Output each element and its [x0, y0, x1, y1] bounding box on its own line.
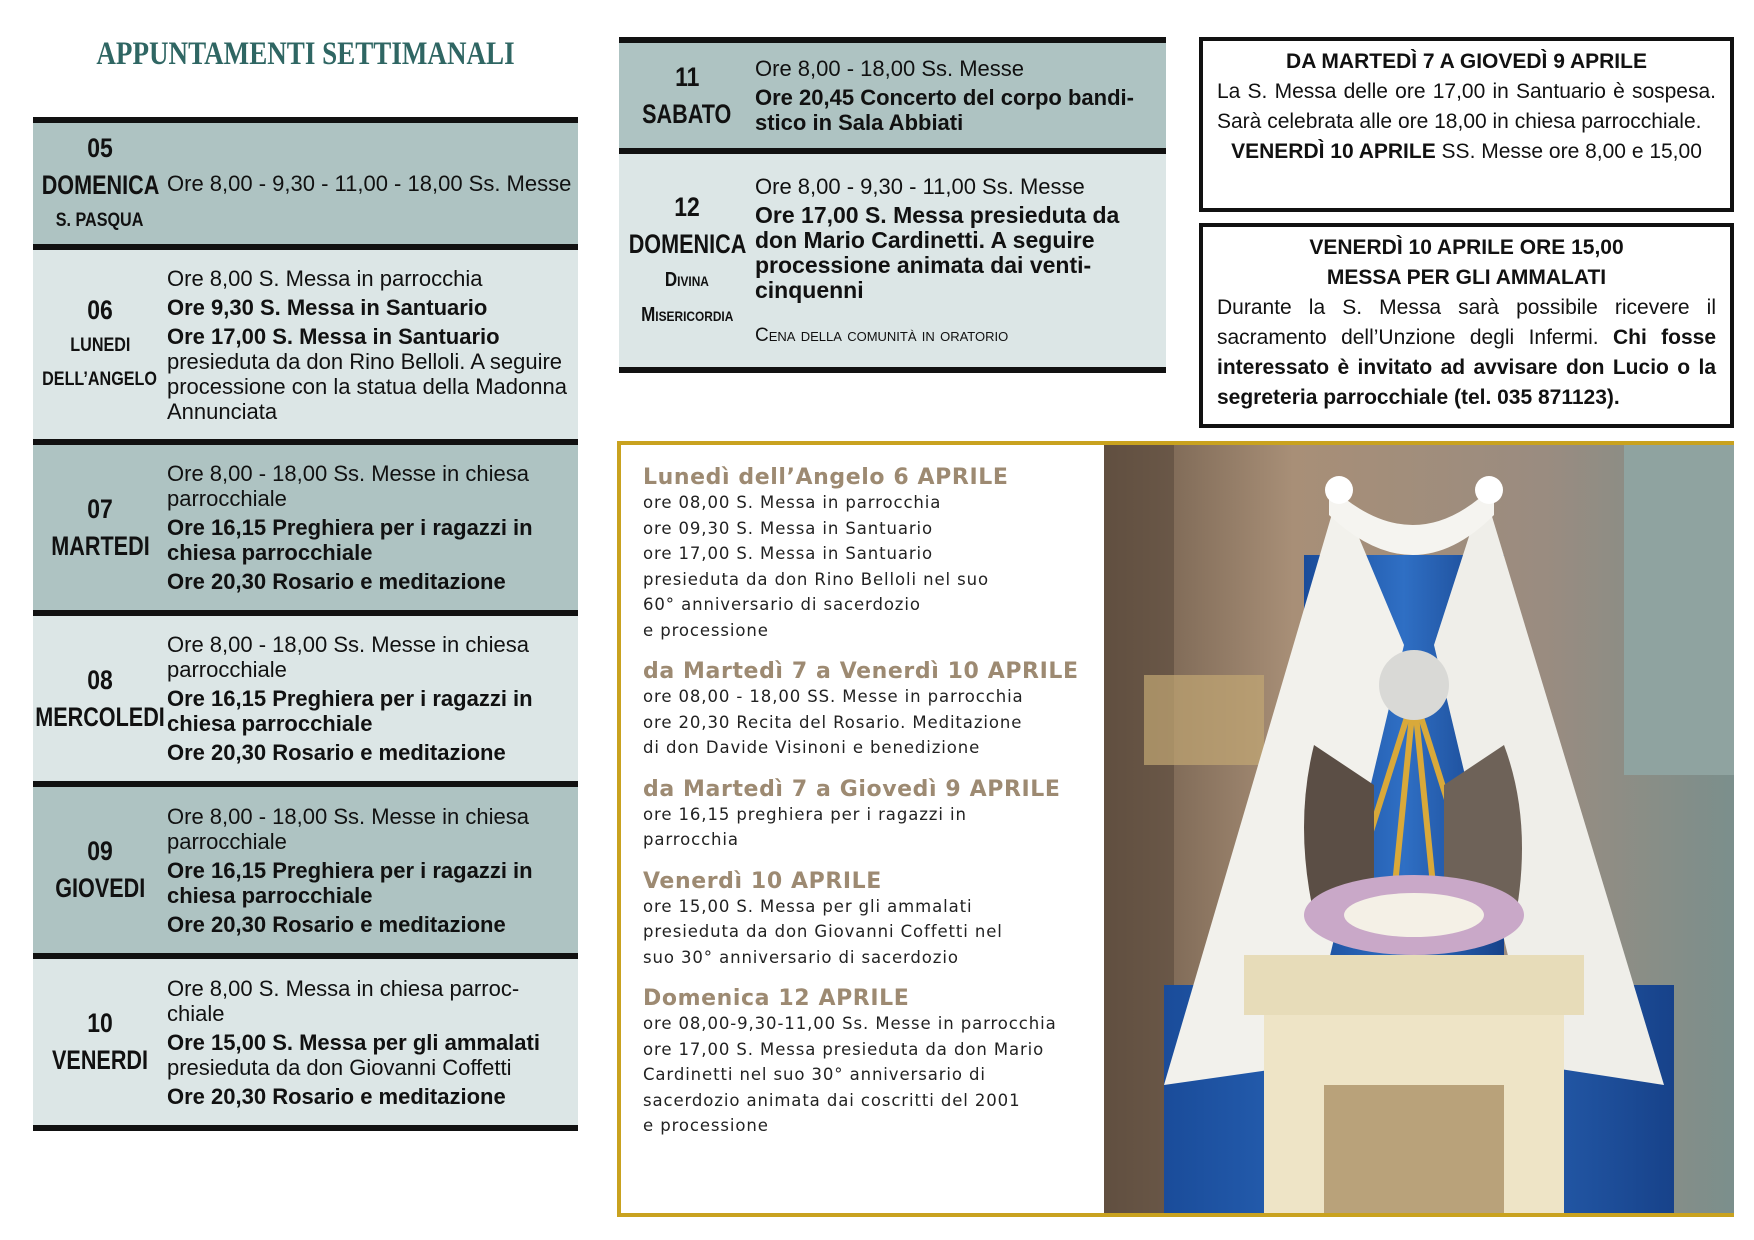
schedule-line-rest: presieduta da don Giovanni Coffetti: [167, 1054, 512, 1080]
schedule-line-text: Ore 20,30 Rosario e meditazione: [167, 911, 506, 937]
program-line: suo 30° anniversario di sacerdozio: [643, 947, 959, 967]
program-line: ore 17,00 S. Messa presieduta da don Mario: [643, 1039, 1045, 1059]
day-label: [619, 192, 755, 330]
schedule-line-text: Ore 8,00 - 18,00 Ss. Messe: [755, 56, 1025, 81]
day-number: 11: [674, 61, 700, 92]
program-line: ore 08,00 - 18,00 SS. Messe in parrocchia: [643, 687, 1024, 706]
schedule-line-text: Ore 20,30 Rosario e meditazione: [167, 740, 506, 765]
schedule-line-text: Ore 20,45 Concerto del corpo bandi-stico in Sala Abbiati: [755, 85, 1134, 135]
weekend-schedule-table: [619, 37, 1166, 373]
day-name: DOMENICA: [41, 169, 159, 200]
day-row: [33, 959, 578, 1131]
schedule-line-text: Ore 8,00 - 9,30 - 11,00 - 18,00 Ss. Messe: [167, 171, 572, 196]
schedule-line-text: Ore 20,30 Rosario e meditazione: [167, 1083, 506, 1109]
annunciation-statue-photo: [1104, 445, 1734, 1213]
schedule-line: [167, 686, 574, 736]
day-label: [33, 494, 167, 562]
schedule-line: [167, 461, 574, 511]
program-line: ore 20,30 Recita del Rosario. Meditazione: [643, 712, 1023, 732]
program-line: ore 08,00-9,30-11,00 Ss. Messe in parrocchia: [643, 1014, 1057, 1033]
schedule-line-text: Ore 17,00 S. Messa presieduta da don Mario Cardinetti. A seguire processione animata dai venti-cinquenni: [755, 201, 1120, 303]
day-number: 07: [87, 493, 113, 524]
schedule-line-text: Ore 16,15 Preghiera per i ragazzi in chiesa parrocchiale: [167, 857, 533, 908]
day-label: [33, 1008, 167, 1076]
day-name: GIOVEDI: [54, 873, 146, 903]
day-subtitle: DELL’ANGELO: [42, 369, 158, 390]
schedule-line: [167, 740, 574, 765]
schedule-content: [167, 451, 578, 604]
schedule-line: [167, 804, 574, 854]
notice-box-sick-mass: [1199, 223, 1734, 428]
program-heading: Lunedì dell’Angelo 6 APRILE: [643, 465, 1009, 490]
schedule-line-text: Ore 9,30 S. Messa in Santuario: [167, 294, 488, 320]
program-line: ore 17,00 S. Messa in Santuario: [643, 544, 934, 563]
notice-text: Durante la S. Messa sarà possibile ricevere il sacramento dell’Unzione degli Infermi.: [1217, 296, 1716, 349]
day-label: [33, 836, 167, 904]
day-row: [619, 154, 1166, 373]
schedule-line-text: Ore 8,00 S. Messa in parrocchia: [167, 265, 483, 291]
notice-text: La S. Messa delle ore 17,00 in Santuario è sospesa. Sarà celebrata alle ore 18,00 in chiesa parrocchiale.: [1217, 80, 1716, 133]
notice-heading: VENERDÌ 10 APRILE ORE 15,00: [1309, 236, 1624, 259]
schedule-line-text: Ore 20,30 Rosario e meditazione: [167, 569, 506, 594]
schedule-line: [167, 858, 574, 908]
day-name: VENERDI: [51, 1045, 149, 1075]
program-line: 60° anniversario di sacerdozio: [643, 595, 921, 614]
program-line: presieduta da don Giovanni Coffetti nel: [643, 922, 1003, 941]
program-heading: da Martedì 7 a Venerdì 10 APRILE: [643, 659, 1079, 684]
program-line: Cardinetti nel suo 30° anniversario di: [643, 1065, 986, 1084]
program-line: presieduta da don Rino Belloli nel suo: [643, 569, 990, 589]
schedule-line: [167, 515, 574, 565]
schedule-line-text: Ore 16,15 Preghiera per i ragazzi in chiesa parrocchiale: [167, 686, 533, 736]
day-number: 08: [87, 664, 113, 695]
notice-heading: DA MARTEDÌ 7 A GIOVEDÌ 9 APRILE: [1286, 50, 1647, 73]
program-heading: Domenica 12 APRILE: [643, 986, 910, 1011]
day-label: [33, 295, 167, 393]
day-label: [33, 133, 167, 235]
schedule-line: [755, 323, 1162, 348]
schedule-line: [167, 324, 574, 424]
schedule-line-text: Cena della comunità in oratorio: [755, 324, 1009, 346]
schedule-line: [167, 912, 574, 937]
day-subtitle: S. PASQUA: [56, 209, 144, 231]
schedule-line: [755, 56, 1162, 81]
schedule-line: [167, 1084, 574, 1109]
day-row: [33, 445, 578, 616]
schedule-line-text: Ore 16,15 Preghiera per i ragazzi in chiesa parrocchiale: [167, 515, 533, 565]
notice-heading: MESSA PER GLI AMMALATI: [1326, 266, 1607, 289]
schedule-line-text: Ore 8,00 - 18,00 Ss. Messe in chiesa parrocchiale: [167, 461, 529, 511]
notice-bold: Chi fosse interessato è invitato ad avvisare don Lucio o la segreteria parrocchiale (tel. 035 871123).: [1217, 326, 1716, 409]
day-name: SABATO: [642, 98, 732, 129]
program-line: ore 16,15 preghiera per i ragazzi in: [643, 804, 967, 824]
schedule-line-text: Ore 8,00 - 18,00 Ss. Messe in chiesa parrocchiale: [167, 632, 529, 682]
day-row: [619, 43, 1166, 154]
schedule-line: [167, 1030, 574, 1080]
day-subtitle: LUNEDI: [69, 335, 131, 357]
notice-text-2: SS. Messe ore 8,00 e 15,00: [1435, 140, 1702, 163]
program-heading: Venerdì 10 APRILE: [643, 868, 882, 894]
schedule-content: [755, 46, 1166, 145]
program-line: e processione: [643, 620, 769, 640]
day-subtitle: Misericordia: [640, 303, 734, 326]
day-number: 05: [87, 132, 113, 163]
program-line: ore 15,00 S. Messa per gli ammalati: [643, 896, 973, 916]
easter-program-panel: [617, 441, 1734, 1217]
program-line: ore 09,30 S. Messa in Santuario: [643, 518, 934, 538]
program-line: e processione: [643, 1116, 769, 1135]
day-row: [33, 250, 578, 445]
day-label: [33, 665, 167, 733]
program-line: di don Davide Visinoni e benedizione: [643, 738, 981, 757]
day-name: DOMENICA: [628, 228, 746, 259]
day-row: [33, 616, 578, 787]
page-title: APPUNTAMENTI SETTIMANALI: [96, 36, 515, 72]
schedule-content: [167, 966, 578, 1119]
schedule-line: [167, 569, 574, 594]
schedule-line-text: Ore 17,00 S. Messa in Santuario: [167, 323, 500, 349]
program-line: ore 08,00 S. Messa in parrocchia: [643, 493, 942, 512]
schedule-line: [167, 295, 574, 320]
schedule-line: [755, 203, 1162, 303]
schedule-line-text: Ore 8,00 - 9,30 - 11,00 Ss. Messe: [755, 173, 1085, 199]
schedule-line: [167, 266, 574, 291]
schedule-content: [167, 794, 578, 947]
program-line: parrocchia: [643, 830, 739, 849]
day-number: 06: [87, 295, 113, 326]
schedule-line: [755, 174, 1162, 199]
weekly-schedule-table: [33, 117, 578, 1131]
schedule-content: [167, 256, 578, 434]
schedule-line-text: Ore 8,00 S. Messa in chiesa parroc-chiale: [167, 975, 520, 1026]
program-text: [643, 465, 1103, 1139]
day-name: MARTEDI: [50, 530, 150, 561]
day-number: 12: [674, 191, 700, 222]
day-name: MERCOLEDI: [35, 701, 165, 732]
schedule-line: [167, 171, 574, 196]
schedule-line: [167, 976, 574, 1026]
schedule-line: [755, 85, 1162, 135]
day-row: [33, 787, 578, 959]
schedule-line-rest: presieduta da don Rino Belloli. A seguire processione con la statua della Madonna Annunciata: [167, 348, 567, 424]
day-number: 09: [87, 836, 113, 866]
day-subtitle: Divina: [664, 268, 710, 291]
schedule-content: [755, 164, 1166, 358]
schedule-line: [167, 632, 574, 682]
day-row: [33, 123, 578, 250]
notice-bold: VENERDÌ 10 APRILE: [1231, 140, 1436, 163]
day-number: 10: [87, 1008, 113, 1038]
program-line: sacerdozio animata dai coscritti del 2001: [643, 1090, 1021, 1110]
schedule-content: [167, 161, 578, 206]
schedule-line-text: Ore 15,00 S. Messa per gli ammalati: [167, 1029, 540, 1055]
program-heading: da Martedì 7 a Giovedì 9 APRILE: [643, 776, 1061, 802]
schedule-line-text: Ore 8,00 - 18,00 Ss. Messe in chiesa parrocchiale: [167, 803, 529, 854]
notice-box-suspended-mass: [1199, 37, 1734, 212]
day-label: [619, 62, 755, 130]
schedule-content: [167, 622, 578, 775]
